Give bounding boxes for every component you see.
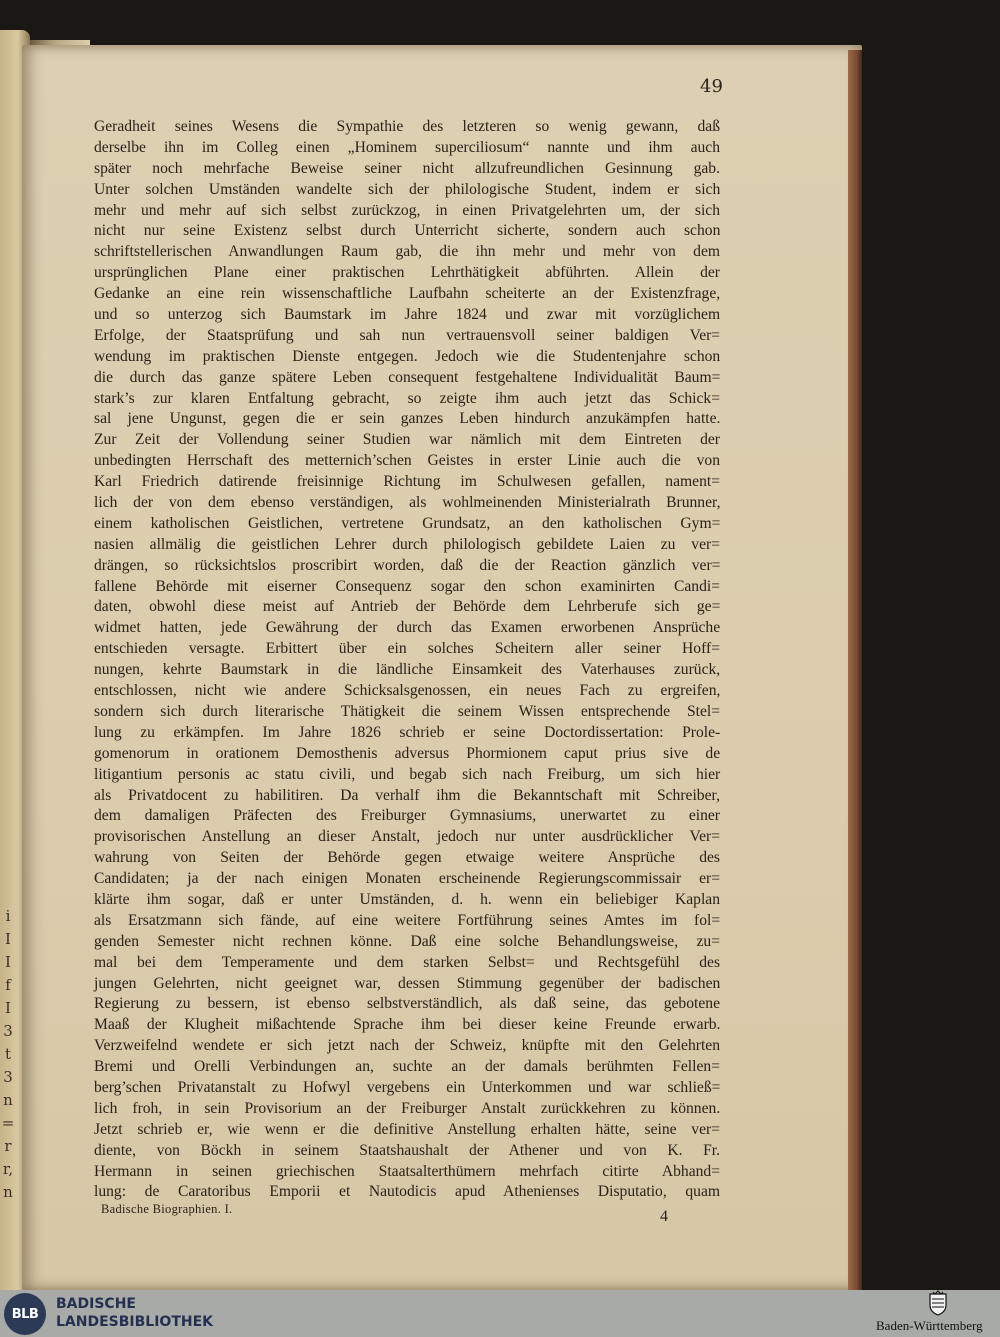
text-line: gomenorum in orationem Demosthenis adversus Phormionem caput prius sive de [94,744,721,762]
text-line: lich der von dem ebenso verständigen, als wohlmeinenden Ministerialrath Brunner, [94,494,721,512]
text-line: nasien allmälig die geistlichen Lehrer durch philologisch gebildete Laien zu ver= [94,535,720,553]
text-line: unbedingten Herrschaft des metternich’schen Geistes in erster Linie auch die von [94,452,720,470]
text-line: nicht nur seine Existenz selbst durch Unterricht sicherte, sondern auch schon [94,222,721,240]
text-line: fallene Behörde mit eiserner Consequenz sogar den schon examinirten Candi= [94,577,720,595]
library-name-line1: BADISCHE [56,1296,136,1312]
margin-char: r, [2,1160,14,1178]
left-page-margin-text [0,905,16,1204]
text-line: Verzweifelnd wendete er sich jetzt nach der Schweiz, knüpfte mit den Gelehrten [94,1037,720,1055]
text-line: entschlossen, nicht wie andere Schicksalsgenossen, ein neues Fach zu ergreifen, [94,682,721,700]
text-line: diente, von Böckh in seinem Staatshaushalt der Athener und von K. Fr. [94,1141,720,1159]
text-line: als Privatdocent zu habilitiren. Da verhalf ihm die Bekanntschaft mit Schreiber, [94,786,720,804]
text-line: Regierung zu bessern, ist ebenso selbstverständlich, als daß seine, das gebotene [94,995,720,1013]
text-line: nungen, kehrte Baumstark in die ländliche Einsamkeit des Vaterhauses zurück, [94,661,721,679]
text-line: genden Semester nicht rechnen könne. Daß eine solche Behandlungsweise, zu= [94,932,720,950]
text-line: einem katholischen Geistlichen, vertretene Grundsatz, an den katholischen Gym= [94,514,721,532]
text-line: daten, obwohl diese meist auf Antrieb der Behörde dem Lehrberufe sich ge= [94,598,721,616]
text-line: als Ersatzmann sich fände, auf eine weitere Fortführung seines Amtes im fol= [94,911,721,929]
signature-mark: 4 [660,1208,668,1225]
margin-char: I [5,953,11,971]
text-line: Jetzt schrieb er, wie wenn er die definitive Anstellung erhalten hätte, seine ver= [94,1120,720,1138]
margin-char: = [1,1114,15,1132]
text-line: litigantium personis ac statu civili, und begab sich nach Freiburg, um sich hier [94,765,721,783]
margin-char: r [4,1137,12,1155]
blb-logo[interactable]: BLB [4,1293,46,1335]
margin-char: I [5,930,11,948]
text-line: widmet hatten, jede Gewährung der durch das Examen erworbenen Ansprüche [94,619,721,637]
text-line: entschieden versagte. Erbittert über ein solches Scheitern aller seiner Hoff= [94,640,720,658]
page-number: 49 [700,76,723,97]
text-line: und so unterzog sich Baumstark im Jahre 1824 und zwar mit vorzüglichem [94,306,721,324]
text-line: Zur Zeit der Vollendung seiner Studien war nämlich mit dem Eintreten der [94,431,720,449]
text-line: schriftstellerischen Anwandlungen Raum gab, die ihn mehr und mehr von dem [94,243,720,261]
text-line: ursprünglichen Plane einer praktischen Lehrthätigkeit abführten. Allein der [94,264,720,282]
text-line: dem damaligen Präfecten des Freiburger Gymnasiums, unerwartet zu einer [94,807,720,825]
text-line: Geradheit seines Wesens die Sympathie des letzteren so wenig gewann, daß [94,118,720,135]
margin-char: i [5,907,11,925]
margin-char: 3 [3,1068,13,1086]
text-line: sal jene Ungunst, gegen die er sein ganzes Leben hindurch anzukämpfen hatte. [94,410,721,428]
text-line: lung zu erkämpfen. Im Jahre 1826 schrieb er seine Doctordissertation: Prole- [94,723,721,741]
margin-char: 3 [3,1022,13,1040]
text-line: Candidaten; ja der nach einigen Monaten erscheinende Regierungscommissair er= [94,870,720,888]
text-line: jungen Gelehrten, nicht geeignet war, dessen Stimmung gegenüber der badischen [94,974,721,992]
text-line: mehr und mehr auf sich selbst zurückzog, in einen Privatgelehrten um, der sich [94,201,720,219]
text-line: Erfolge, der Staatsprüfung und sah nun vertrauensvoll seiner baldigen Ver= [94,326,721,344]
text-line: Hermann in seinen griechischen Staatsalterthümern mehrfach citirte Abhand= [94,1162,720,1180]
text-line: klärte ihm sogar, daß er unter Umständen, d. h. wenn ein beliebiger Kaplan [94,890,720,908]
text-line: Maaß der Klugheit mißachtende Sprache ihm bei dieser keine Freunde erwarb. [94,1016,721,1034]
body-text [94,117,720,1203]
text-line: Unter solchen Umständen wandelte sich der philologische Student, indem er sich [94,180,721,198]
library-name-line2: LANDESBIBLIOTHEK [56,1314,214,1330]
text-line: berg’schen Privatanstalt zu Hofwyl vergebens ein Unterkommen und war schließ= [94,1078,721,1096]
text-line: lich froh, in sein Provisorium an der Freiburger Anstalt zurückkehren zu können. [94,1099,721,1117]
text-line: wendung im praktischen Dienste entgegen. Jedoch wie die Studentenjahre schon [94,347,721,365]
text-line: stark’s zur klaren Entfaltung gebracht, so zeigte ihm auch jetzt das Schick= [94,389,720,407]
text-line: sondern sich durch literarische Thätigkeit die seinem Wissen entsprechende Stel= [94,702,720,720]
text-line: Karl Friedrich datirende freisinnige Richtung im Schulwesen gefallen, nament= [94,473,720,491]
text-line: drängen, so rücksichtslos proscribirt worden, daß die der Reaction gänzlich ver= [94,556,721,574]
baden-wuerttemberg-seal-icon [927,1290,949,1316]
state-label: Baden-Württemberg [876,1318,983,1333]
text-line: lung: de Caratoribus Emporii et Nautodicis apud Athenienses Disputatio, quam [94,1183,720,1201]
text-line: Bremi und Orelli Verbindungen an, suchte an der damals berühmten Fellen= [94,1058,720,1076]
margin-char: I [5,999,11,1017]
margin-char: n [3,1183,13,1201]
text-line: Gedanke an eine rein wissenschaftliche Laufbahn scheiterte an der Existenzfrage, [94,285,721,303]
footer-book-title: Badische Biographien. I. [101,1202,233,1216]
text-line: die durch das ganze spätere Leben consequent festgehaltene Individualität Baum= [94,368,721,386]
margin-char: t [4,1045,12,1063]
library-name[interactable] [56,1295,213,1331]
margin-char: f [5,976,11,994]
text-line: mal bei dem Temperamente und dem starken Selbst= und Rechtsgefühl des [94,953,721,971]
text-line: später noch mehrfache Beweise seiner nicht allzufreundlichen Gesinnung gab. [94,159,720,177]
text-line: wahrung von Seiten der Behörde gegen etwaige weitere Ansprüche des [94,849,720,867]
page-edge [848,50,862,1290]
text-line: provisorischen Anstellung an dieser Anstalt, jedoch nur unter ausdrücklicher Ver= [94,828,720,846]
text-line: derselbe ihn im Colleg einen „Hominem superciliosum“ nannte und ihm auch [94,138,721,156]
margin-char: n [3,1091,13,1109]
